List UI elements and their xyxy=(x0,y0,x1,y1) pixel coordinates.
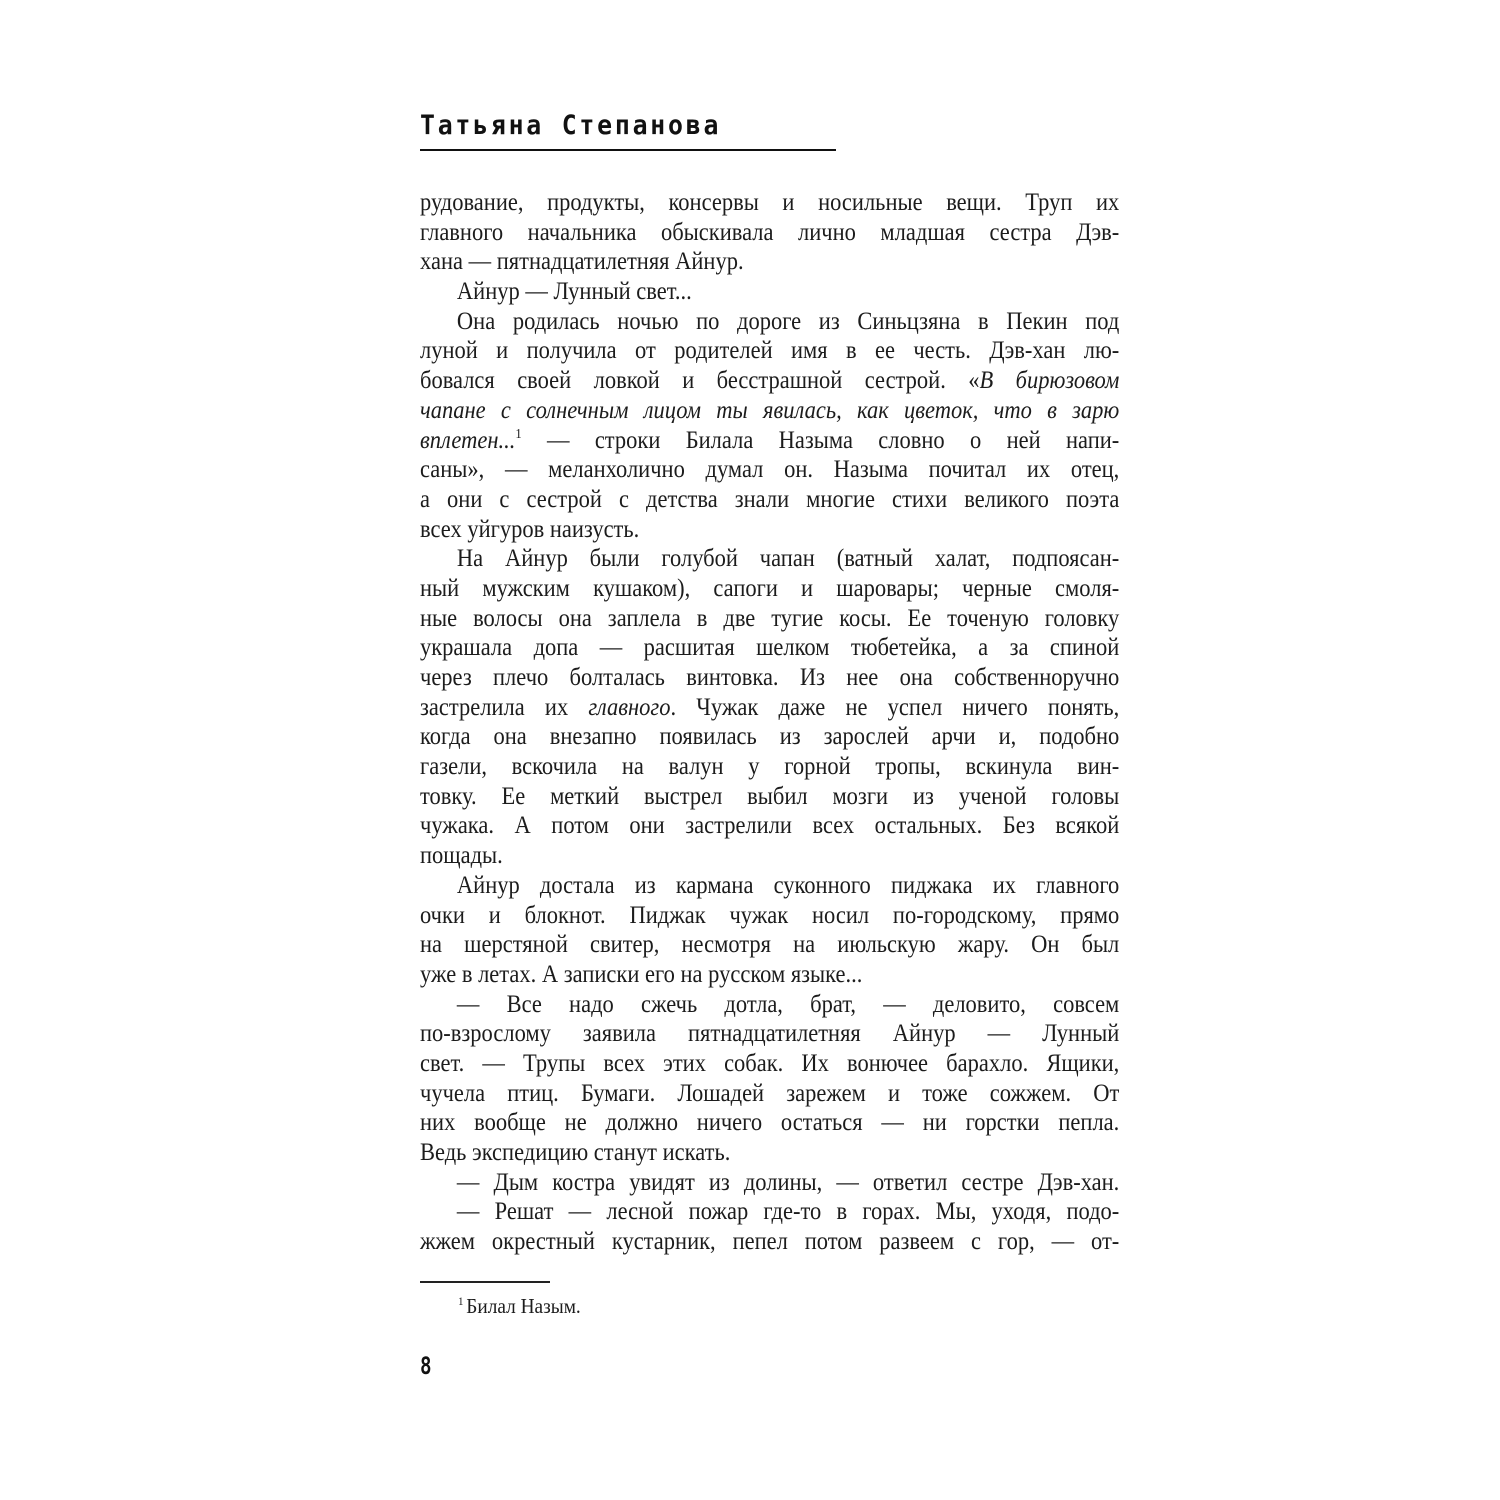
text-line: — Решат — лесной пожар где-то в горах. Мы, уходя, подо- xyxy=(456,1198,1120,1226)
text-line: рудование, продукты, консервы и носильные вещи. Труп их xyxy=(420,189,1120,216)
text-line: ный мужским кушаком), сапоги и шаровары; черные смоля- xyxy=(420,574,1120,602)
text-line: всех уйгуров наизусть. xyxy=(420,515,640,543)
text-line: луной и получила от родителей имя в ее честь. Дэв-хан лю- xyxy=(420,337,1120,365)
text-line: жжем окрестный кустарник, пепел потом развеем с гор, — от- xyxy=(420,1228,1120,1256)
text-line: Айнур достала из кармана суконного пиджака их главного xyxy=(456,871,1120,899)
text-line: Ведь экспедицию станут искать. xyxy=(420,1139,731,1166)
text-run: . Чужак даже не успел ничего понять, xyxy=(670,693,1120,721)
text-line: товку. Ее меткий выстрел выбил мозги из ученой головы xyxy=(420,782,1120,810)
text-line: очки и блокнот. Пиджак чужак носил по-городскому, прямо xyxy=(420,901,1120,929)
text-line: хана — пятнадцатилетняя Айнур. xyxy=(420,248,744,276)
footnote-number: 1 xyxy=(458,1294,464,1308)
text-line: саны», — меланхолично думал он. Назыма почитал их отец, xyxy=(420,456,1120,484)
footnote xyxy=(458,1294,581,1319)
page-number: 8 xyxy=(420,1352,432,1380)
text-line: чучела птиц. Бумаги. Лошадей зарежем и тоже сожжем. От xyxy=(420,1079,1120,1107)
footnote-marker: 1 xyxy=(515,426,522,442)
book-page xyxy=(420,0,1120,1500)
text-line: Айнур — Лунный свет... xyxy=(456,278,692,306)
text-line: свет. — Трупы всех этих собак. Их вонючее барахло. Ящики, xyxy=(420,1049,1120,1077)
italic-emphasis: главного xyxy=(588,693,671,721)
footnote-rule xyxy=(420,1281,550,1283)
text-line: украшала допа — расшитая шелком тюбетейка, а за спиной xyxy=(420,634,1120,662)
header-rule xyxy=(420,149,836,151)
text-line: уже в летах. А записки его на русском языке... xyxy=(420,960,863,988)
text-line: чужака. А потом они застрелили всех остальных. Без всякой xyxy=(420,812,1120,840)
footnote-text: Билал Назым. xyxy=(466,1294,581,1318)
running-head-author: Татьяна Степанова xyxy=(420,110,722,141)
text-line xyxy=(420,396,1119,426)
text-run: бовался своей ловкой и бесстрашной сестрой. « xyxy=(420,367,980,395)
text-line: а они с сестрой с детства знали многие стихи великого поэта xyxy=(420,485,1120,513)
italic-quote: вплетен... xyxy=(420,426,516,454)
text-line: — Дым костра увидят из долины, — ответил сестре Дэв-хан. xyxy=(456,1168,1120,1196)
text-line: пощады. xyxy=(420,842,503,870)
italic-quote: В бирюзовом xyxy=(979,367,1120,395)
italic-quote: чапане с солнечным лицом ты явилась, как цветок, что в зарю xyxy=(420,396,1120,424)
text-line xyxy=(420,426,1119,456)
text-line xyxy=(420,366,1119,396)
text-run: — строки Билала Назыма словно о ней напи- xyxy=(521,426,1120,454)
text-line: через плечо болталась винтовка. Из нее она собственноручно xyxy=(420,664,1120,691)
text-line: На Айнур были голубой чапан (ватный халат, подпоясан- xyxy=(456,545,1120,573)
text-line: по-взрослому заявила пятнадцатилетняя Айнур — Лунный xyxy=(420,1020,1120,1048)
body-text xyxy=(420,188,1120,1257)
text-line: — Все надо сжечь дотла, брат, — деловито, совсем xyxy=(456,990,1120,1018)
text-line xyxy=(420,693,1119,723)
text-run: застрелила их xyxy=(420,693,589,721)
text-line: Она родилась ночью по дороге из Синьцзяна в Пекин под xyxy=(456,307,1120,335)
text-line: газели, вскочила на валун у горной тропы, вскинула вин- xyxy=(420,753,1120,781)
text-line: на шерстяной свитер, несмотря на июльскую жару. Он был xyxy=(420,931,1120,959)
text-line: главного начальника обыскивала лично младшая сестра Дэв- xyxy=(420,218,1120,246)
text-line: ные волосы она заплела в две тугие косы. Ее точеную головку xyxy=(420,604,1120,632)
text-line: когда она внезапно появилась из зарослей арчи и, подобно xyxy=(420,723,1120,751)
text-line: них вообще не должно ничего остаться — ни горстки пепла. xyxy=(420,1109,1120,1137)
